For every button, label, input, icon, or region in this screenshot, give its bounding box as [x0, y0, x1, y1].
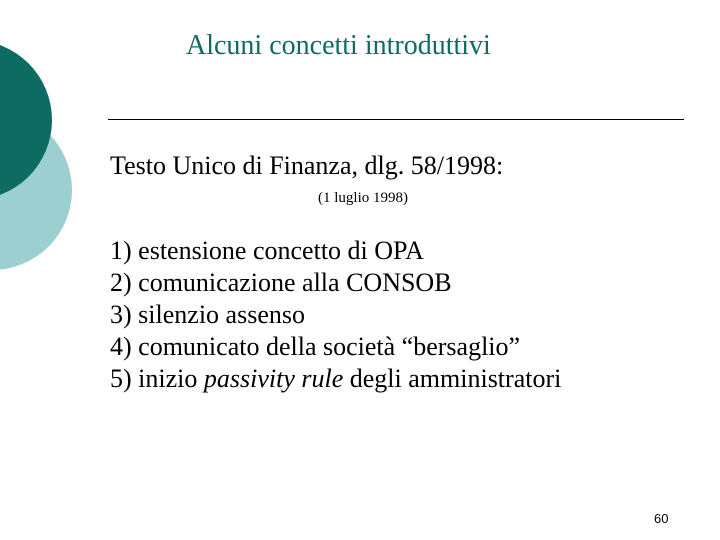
list-item	[110, 267, 561, 299]
list-item-text-italic: passivity rule	[203, 364, 344, 393]
decorative-circles-graphic	[0, 0, 80, 300]
slide-subtitle: Testo Unico di Finanza, dlg. 58/1998:	[110, 151, 504, 180]
list-item	[110, 363, 561, 395]
list-item	[110, 235, 561, 267]
list-item-number: 1)	[110, 236, 132, 265]
list-item-text: comunicazione alla CONSOB	[138, 268, 452, 297]
list-item	[110, 331, 561, 363]
list-item-text: silenzio assenso	[138, 300, 305, 329]
list-item-number: 2)	[110, 268, 132, 297]
date-note: (1 luglio 1998)	[318, 190, 408, 206]
list-item-text-before: inizio	[138, 364, 198, 393]
page-number: 60	[654, 511, 669, 526]
list-item-number: 3)	[110, 300, 132, 329]
list-item-text-after: degli amministratori	[349, 364, 562, 393]
list-item-number: 4)	[110, 332, 132, 361]
title-divider	[108, 119, 684, 120]
list-item-text: comunicato della società “bersaglio”	[138, 332, 521, 361]
list-item	[110, 299, 561, 331]
list-item-number: 5)	[110, 364, 132, 393]
concepts-list	[110, 235, 561, 395]
list-item-text: estensione concetto di OPA	[138, 236, 424, 265]
decorative-circles	[0, 0, 80, 300]
slide-title: Alcuni concetti introduttivi	[186, 30, 491, 61]
